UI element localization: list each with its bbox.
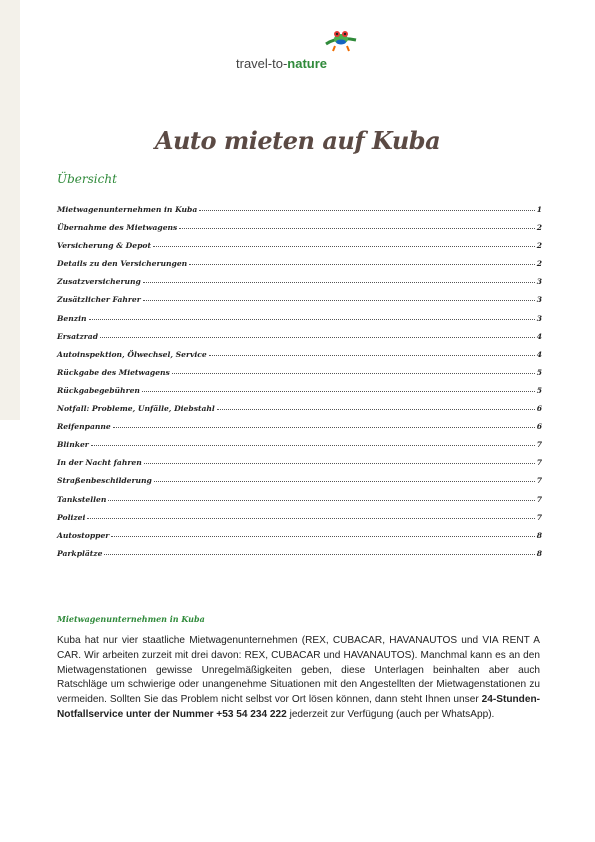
toc-leader-dots — [172, 373, 535, 374]
toc-entry[interactable] — [57, 495, 542, 513]
overview-heading: Übersicht — [57, 172, 117, 186]
toc-leader-dots — [100, 337, 535, 338]
toc-leader-dots — [209, 355, 535, 356]
toc-entry-label: Polizei — [57, 512, 86, 522]
toc-entry[interactable] — [57, 277, 542, 295]
toc-entry[interactable] — [57, 295, 542, 313]
toc-entry-label: Reifenpanne — [57, 422, 111, 432]
toc-leader-dots — [143, 282, 535, 283]
toc-entry-label: Benzin — [57, 313, 87, 323]
toc-entry-label: Zusatzversicherung — [57, 277, 141, 287]
toc-entry-label: Übernahme des Mietwagens — [57, 223, 178, 233]
toc-entry[interactable] — [57, 332, 542, 350]
toc-entry-label: Parkplätze — [57, 548, 103, 558]
toc-entry-label: Mietwagenunternehmen in Kuba — [57, 205, 198, 214]
toc-leader-dots — [199, 210, 534, 211]
toc-entry[interactable] — [57, 314, 542, 332]
page-edge-strip — [0, 0, 20, 420]
toc-leader-dots — [91, 445, 535, 446]
toc-leader-dots — [189, 264, 535, 265]
toc-leader-dots — [108, 500, 534, 501]
toc-entry-label: Details zu den Versicherungen — [57, 259, 188, 269]
toc-entry[interactable] — [57, 422, 542, 440]
toc-page-number: 7 — [536, 512, 542, 522]
toc-entry[interactable] — [57, 386, 542, 404]
toc-entry-label: Rückgabe des Mietwagens — [57, 367, 170, 377]
toc-page-number: 8 — [536, 530, 542, 540]
toc-entry[interactable] — [57, 368, 542, 386]
brand-logo — [236, 26, 366, 76]
toc-entry[interactable] — [57, 404, 542, 422]
toc-page-number: 2 — [536, 241, 542, 251]
toc-entry-label: Autoinspektion, Ölwechsel, Service — [57, 349, 207, 359]
brand-name: travel-to-nature — [236, 56, 328, 71]
toc-entry-label: Blinker — [57, 440, 89, 450]
toc-entry-label: Tankstellen — [57, 494, 107, 504]
toc-page-number: 7 — [536, 440, 542, 450]
toc-page-number: 2 — [536, 259, 542, 269]
toc-entry[interactable] — [57, 549, 542, 567]
toc-entry-label: Straßenbeschilderung — [57, 476, 152, 486]
section-heading: Mietwagenunternehmen in Kuba — [57, 614, 205, 624]
toc-entry[interactable] — [57, 205, 542, 223]
section-body-text: Kuba hat nur vier staatliche Mietwagenunternehmen (REX, CUBACAR, HAVANAUTOS und VIA RENT A CAR. Wir arbeiten zurzeit mit drei davon: REX, CUBACAR und HAVANAUTOS). Manchmal kann es an den Mietwagenstationen gewisse Unregelmäßigkeiten geben, diese Unterlagen beinhalten aber auch Ratschläge um schwierige oder unangenehme Situationen mit den Angestellten der Mietwagenstationen zu vermeiden. Sollten Sie das Problem nicht selbst vor Ort lösen können, dann steht Ihnen unser 24-Stunden-Notfallservice unter der Nummer +53 54 234 222 jederzeit zur Verfügung (auch per WhatsApp). — [57, 635, 540, 720]
toc-entry[interactable] — [57, 458, 542, 476]
toc-page-number: 7 — [536, 458, 542, 468]
table-of-contents — [57, 205, 542, 567]
toc-leader-dots — [104, 554, 534, 555]
toc-leader-dots — [217, 409, 535, 410]
toc-leader-dots — [179, 228, 534, 229]
toc-entry-label: Versicherung & Depot — [57, 241, 151, 251]
toc-entry[interactable] — [57, 350, 542, 368]
toc-entry[interactable] — [57, 513, 542, 531]
toc-entry-label: Rückgabegebühren — [57, 385, 140, 395]
toc-page-number: 6 — [536, 404, 542, 414]
toc-leader-dots — [113, 427, 535, 428]
toc-page-number: 5 — [536, 367, 542, 377]
document-title: Auto mieten auf Kuba — [154, 126, 441, 155]
toc-page-number: 7 — [536, 476, 542, 486]
toc-entry[interactable] — [57, 531, 542, 549]
toc-page-number: 6 — [536, 422, 542, 432]
toc-leader-dots — [142, 391, 535, 392]
toc-entry[interactable] — [57, 241, 542, 259]
toc-entry[interactable] — [57, 440, 542, 458]
toc-leader-dots — [143, 300, 535, 301]
toc-entry-label: In der Nacht fahren — [57, 458, 142, 468]
toc-entry-label: Zusätzlicher Fahrer — [57, 295, 141, 305]
toc-entry[interactable] — [57, 223, 542, 241]
toc-page-number: 7 — [536, 494, 542, 504]
emergency-service-highlight: 24-Stunden-Notfallservice unter der Nummer +53 54 234 222 — [57, 694, 540, 720]
toc-leader-dots — [87, 518, 534, 519]
toc-leader-dots — [111, 536, 534, 537]
toc-entry[interactable] — [57, 476, 542, 494]
toc-page-number: 3 — [536, 313, 542, 323]
toc-page-number: 8 — [536, 548, 542, 558]
toc-page-number: 3 — [536, 277, 542, 287]
frog-logo-icon — [324, 26, 358, 54]
toc-leader-dots — [154, 481, 535, 482]
toc-page-number: 5 — [536, 385, 542, 395]
toc-leader-dots — [144, 463, 535, 464]
toc-entry-label: Ersatzrad — [57, 331, 99, 341]
toc-leader-dots — [89, 319, 535, 320]
toc-entry[interactable] — [57, 259, 542, 277]
toc-page-number: 1 — [536, 205, 542, 214]
toc-entry-label: Autostopper — [57, 530, 110, 540]
toc-page-number: 2 — [536, 223, 542, 233]
toc-page-number: 4 — [536, 331, 542, 341]
toc-entry-label: Notfall: Probleme, Unfälle, Diebstahl — [57, 404, 215, 414]
toc-leader-dots — [153, 246, 535, 247]
toc-page-number: 3 — [536, 295, 542, 305]
toc-page-number: 4 — [536, 349, 542, 359]
